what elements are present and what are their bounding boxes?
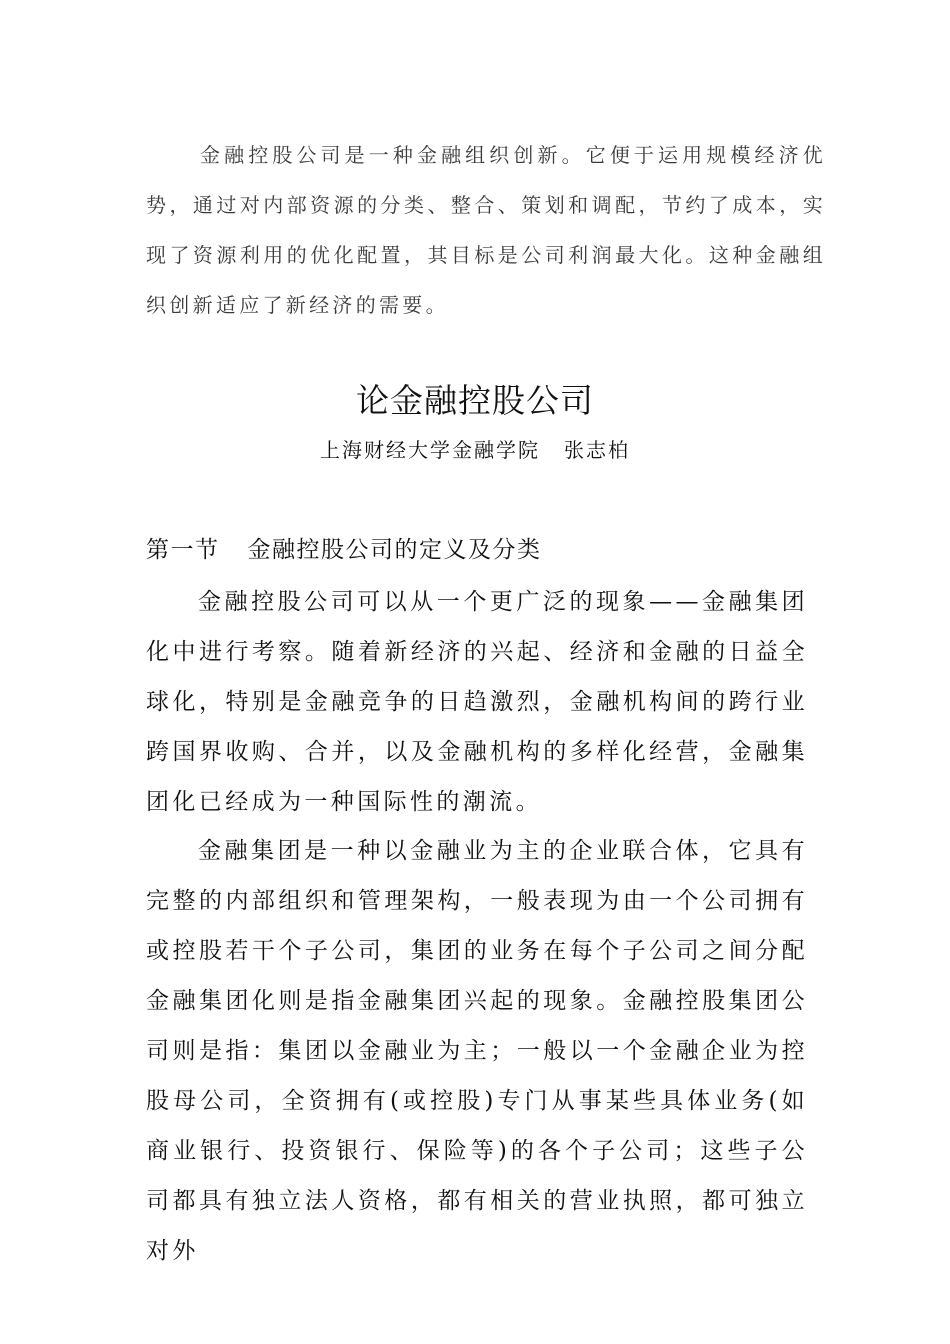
section-heading [146,528,542,572]
byline [0,432,950,468]
section-title: 金融控股公司的定义及分类 [247,537,542,563]
author-name: 张志柏 [564,438,630,462]
section-number: 第一节 [146,537,220,563]
body-paragraph-1: 金融控股公司可以从一个更广泛的现象——金融集团化中进行考察。随着新经济的兴起、经济和金融的日益全球化，特别是金融竞争的日趋激烈，金融机构间的跨行业跨国界收购、合并，以及金融机构的多样化经营，金融集团化已经成为一种国际性的潮流。 [146,589,808,815]
author-affiliation: 上海财经大学金融学院 [320,438,540,462]
body-paragraph-2: 金融集团是一种以金融业为主的企业联合体，它具有完整的内部组织和管理架构，一般表现为由一个公司拥有或控股若干个子公司，集团的业务在每个子公司之间分配金融集团化则是指金融集团兴起的现象。金融控股集团公司则是指：集团以金融业为主；一般以一个金融企业为控股母公司，全资拥有(或控股)专门从事某些具体业务(如商业银行、投资银行、保险等)的各个子公司；这些子公司都具有独立法人资格，都有相关的营业执照，都可独立对外 [146,838,808,1264]
document-title: 论金融控股公司 [356,381,594,420]
abstract-paragraph: 金融控股公司是一种金融组织创新。它便于运用规模经济优势，通过对内部资源的分类、整合、策划和调配，节约了成本，实现了资源利用的优化配置，其目标是公司利润最大化。这种金融组织创新适应了新经济的需要。 [146,143,826,317]
